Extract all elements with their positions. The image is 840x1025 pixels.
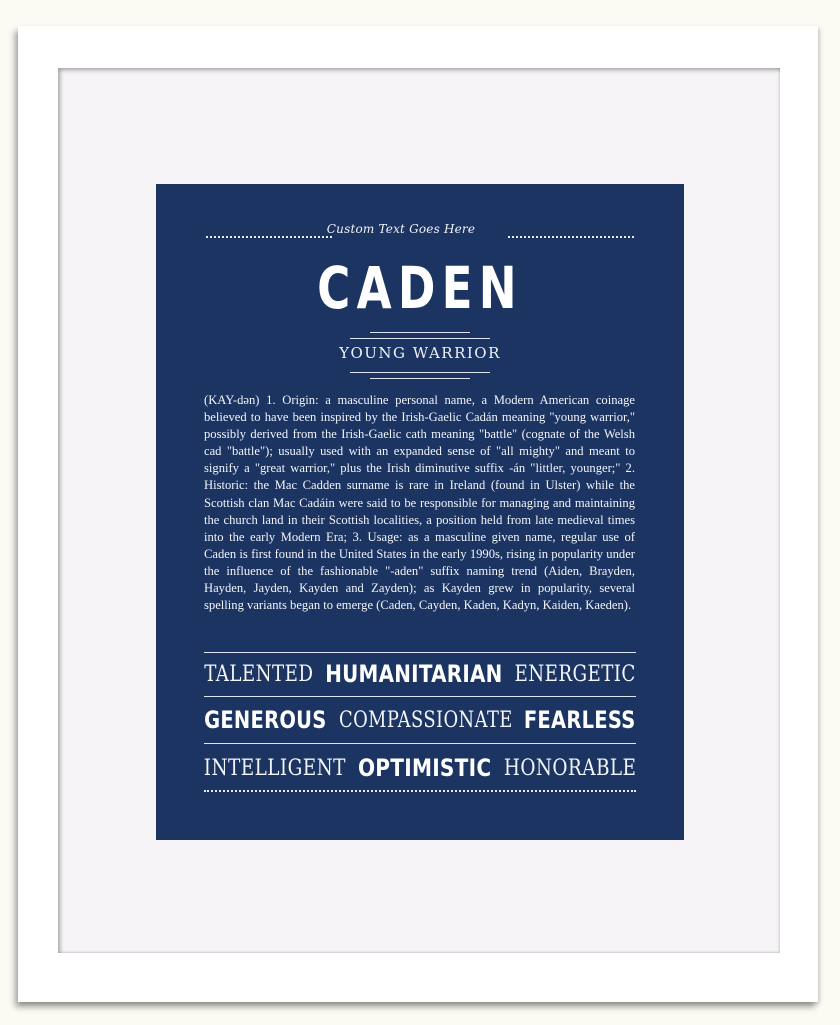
trait-word: GENEROUS — [204, 706, 327, 734]
meaning-underline-long — [350, 372, 490, 373]
trait-word: HUMANITARIAN — [325, 660, 503, 688]
trait-word: ENERGETIC — [514, 661, 636, 687]
meaning-underline-short — [370, 378, 470, 379]
trait-word: INTELLIGENT — [204, 755, 347, 781]
picture-frame — [18, 26, 818, 1002]
traits-row-3 — [204, 750, 636, 786]
traits-row-2 — [204, 702, 636, 738]
custom-tagline: Custom Text Goes Here — [326, 222, 476, 236]
pronunciation: (KAY-dən) — [204, 393, 260, 407]
name-description — [204, 392, 635, 614]
trait-word: TALENTED — [204, 661, 314, 687]
traits-rule-1 — [204, 696, 636, 697]
dotted-divider-right — [508, 236, 634, 238]
traits-row-1 — [204, 656, 636, 692]
trait-word: HONORABLE — [503, 755, 636, 781]
name-print — [156, 184, 684, 840]
traits-rule-2 — [204, 743, 636, 744]
name-title: CADEN — [317, 254, 523, 322]
dotted-divider-bottom — [204, 790, 636, 792]
trait-word: FEARLESS — [524, 706, 636, 734]
dotted-divider-left — [206, 236, 332, 238]
name-underline-short — [370, 332, 470, 333]
name-underline-long — [350, 338, 490, 339]
mat-board — [58, 68, 780, 953]
trait-word: COMPASSIONATE — [338, 707, 513, 733]
traits-top-rule — [204, 652, 636, 653]
name-meaning: YOUNG WARRIOR — [339, 344, 501, 362]
trait-word: OPTIMISTIC — [358, 754, 492, 782]
description-body: 1. Origin: a masculine personal name, a Modern American coinage believed to have been inspired by the Irish-Gaelic Cadán meaning "young warrior," possibly derived from the Irish-Gaelic cath meaning "battle" (cognate of the Welsh cad "battle"); usually used with an expanded sense of "all mighty" and meant to signify a "great warrior," plus the Irish diminutive suffix -án "littler, younger;" 2. Historic: the Mac Cadden surname is rare in Ireland (found in Ulster) while the Scottish clan Mac Cadáin were said to be responsible for managing and maintaining the church land in their Scottish localities, a position held from late medieval times into the early Modern Era; 3. Usage: as a masculine given name, regular use of Caden is first found in the United States in the early 1990s, rising in popularity under the influence of the fashionable "-aden" suffix naming trend (Aiden, Brayden, Hayden, Jayden, Kayden and Zayden); as Kayden grew in popularity, several spelling variants began to emerge (Caden, Cayden, Kaden, Kadyn, Kaiden, Kaeden). — [204, 393, 635, 613]
